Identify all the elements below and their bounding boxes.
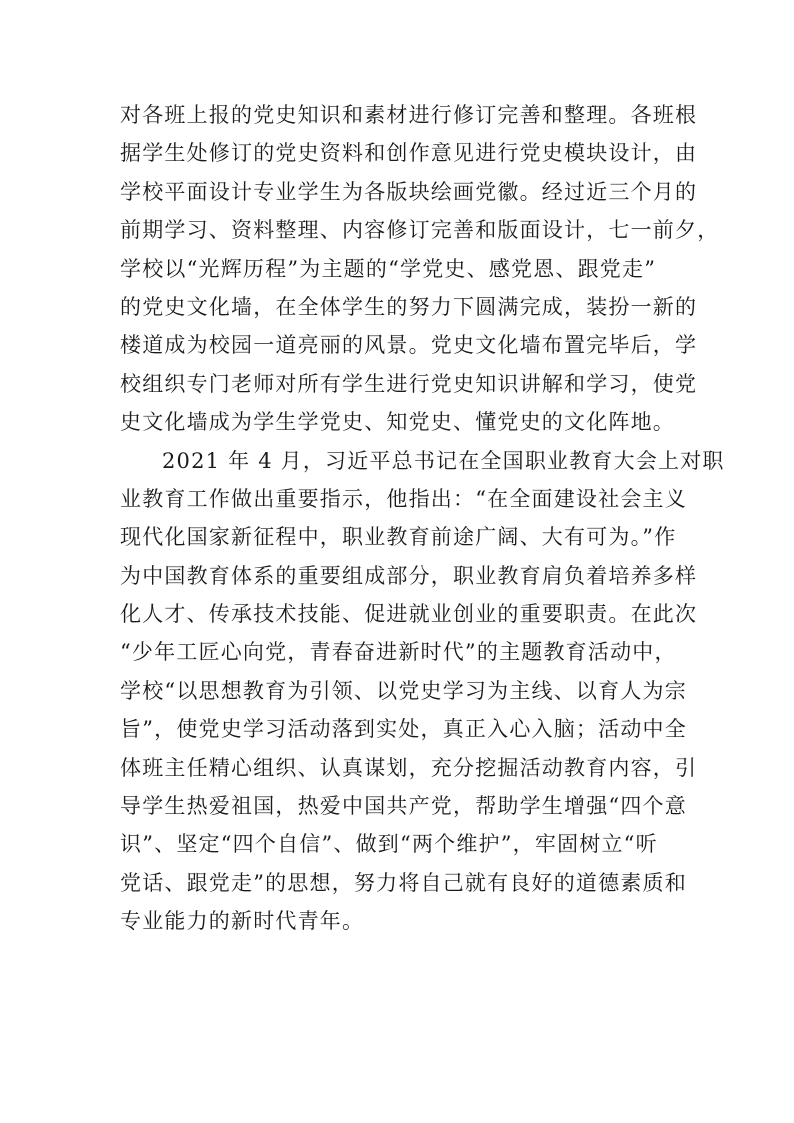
text-line: 旨”，使党史学习活动落到实处，真正入心入脑；活动中全 — [120, 717, 687, 742]
text-line: “少年工匠心向党，青春奋进新时代”的主题教育活动中， — [120, 640, 677, 665]
text-line: 学校“以思想教育为引领、以党史学习为主线、以育人为宗 — [120, 678, 687, 703]
text-line: 为中国教育体系的重要组成部分，职业教育肩负着培养多样 — [120, 563, 698, 588]
text-line: 对各班上报的党史知识和素材进行修订完善和整理。各班根 — [120, 103, 698, 127]
text-line: 楼道成为校园一道亮丽的风景。党史文化墙布置完毕后，学 — [120, 333, 698, 358]
text-line: 学校以“光辉历程”为主题的“学党史、感党恩、跟党走” — [120, 256, 657, 281]
text-line: 化人才、传承技术技能、促进就业创业的重要职责。在此次 — [120, 602, 698, 627]
text-line: 专业能力的新时代青年。 — [120, 909, 365, 934]
document-body — [120, 96, 725, 941]
text-line: 史文化墙成为学生学党史、知党史、懂党史的文化阵地。 — [120, 410, 675, 435]
text-line: 学校平面设计专业学生为各版块绘画党徽。经过近三个月的 — [120, 179, 698, 204]
text-line: 据学生处修订的党史资料和创作意见进行党史模块设计，由 — [120, 141, 698, 166]
text-line: 校组织专门老师对所有学生进行党史知识讲解和学习，使党 — [120, 371, 698, 396]
paragraph-1 — [120, 96, 720, 442]
text-line: 业教育工作做出重要指示，他指出：“在全面建设社会主义 — [120, 486, 687, 511]
text-line: 的党史文化墙，在全体学生的努力下圆满完成，装扮一新的 — [120, 294, 698, 319]
text-line: 前期学习、资料整理、内容修订完善和版面设计，七一前夕， — [120, 218, 720, 243]
paragraph-2 — [120, 442, 725, 941]
text-line: 党话、跟党走”的思想，努力将自己就有良好的道德素质和 — [120, 870, 687, 895]
text-line: 2021 年 4 月，习近平总书记在全国职业教育大会上对职 — [162, 448, 725, 473]
text-line: 导学生热爱祖国，热爱中国共产党，帮助学生增强“四个意 — [120, 794, 687, 819]
text-line: 体班主任精心组织、认真谋划，充分挖掘活动教育内容，引 — [120, 755, 698, 780]
text-line: 现代化国家新征程中，职业教育前途广阔、大有可为。”作 — [120, 525, 677, 550]
text-line: 识”、坚定“四个自信”、做到“两个维护”，牢固树立“听 — [120, 832, 658, 857]
